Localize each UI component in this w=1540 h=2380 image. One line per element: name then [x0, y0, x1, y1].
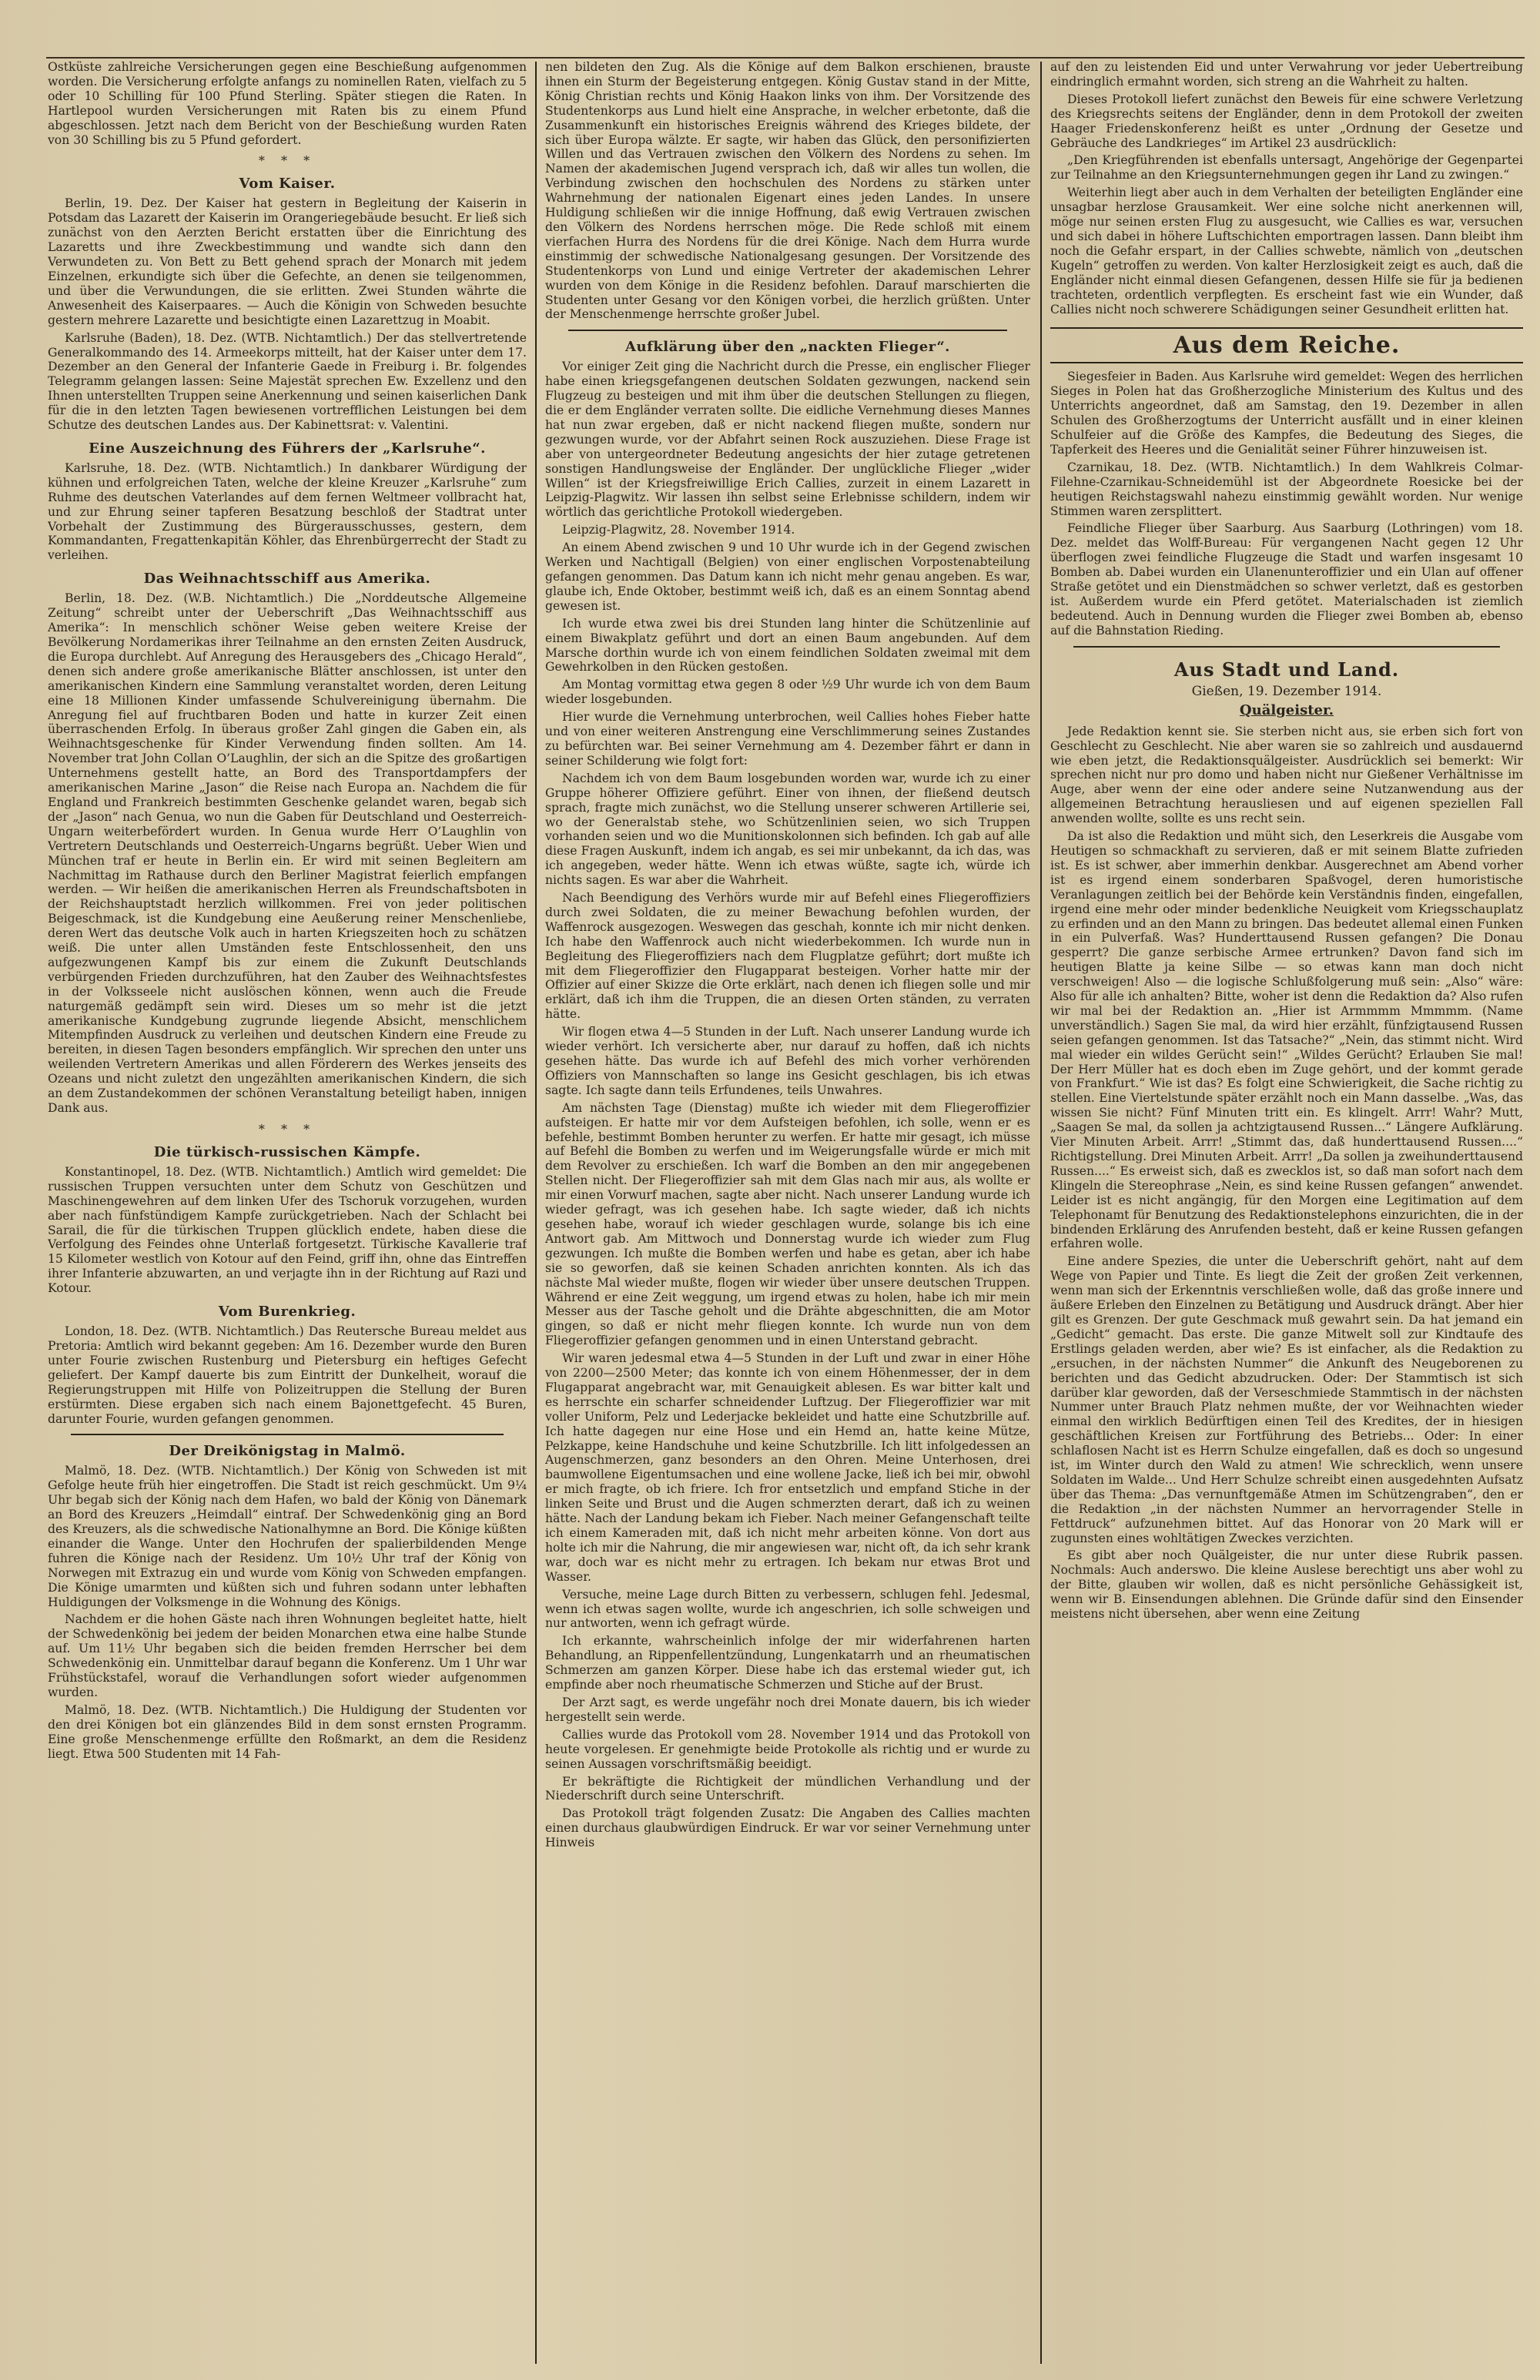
paragraph: Karlsruhe, 18. Dez. (WTB. Nichtamtlich.) In dankbarer Würdigung der kühnen und erfolgreichen Taten, welche der kleine Kreuzer „Karlsruhe“ zum Ruhme des deutschen Vaterlandes auf dem fernen Weltmeer vollbracht hat, und zur Ehrung seiner tapferen Besatzung beschloß der Stadtrat unter Vorbehalt der Zustimmung des Bürgerausschusses, gestern, dem Kommandanten, Fregattenkapitän Köhler, das Ehrenbürgerrecht der Stadt zu verleihen. — [48, 460, 527, 563]
article-heading: Das Weihnachtsschiff aus Amerika. — [143, 571, 431, 587]
paragraph: Weiterhin liegt aber auch in dem Verhalten der beteiligten Engländer eine unsagbar herzlose Grausamkeit. Wer eine solche nicht anerkennen will, möge nur seinen ersten Flug zu ausgesucht, wie Callies es war, versuchen und sich dabei in höhere Luftschichten emportragen lassen. Dann bleibt ihm noch die Gefahr erspart, in der Callies schwebte, nämlich von „deutschen Kugeln“ getroffen zu werden. Von kalter Herzlosigkeit zeigt es auch, daß die Engländer nicht einmal diesen Gefangenen, dessen Hilfe sie für ja bedienen trachteten, ordentlich verpflegten. Es erscheint fast wie ein Wunder, daß Callies nicht noch schwerere Schädigungen seiner Gesundheit erlitten hat. — [1050, 186, 1523, 316]
paragraph: Versuche, meine Lage durch Bitten zu verbessern, schlugen fehl. Jedesmal, wenn ich etwas sagen wollte, wurde ich angeschrien, ich solle schweigen und nur antworten, wenn ich gefragt würde. — [545, 1587, 1030, 1631]
paragraph: Ich wurde etwa zwei bis drei Stunden lang hinter die Schützenlinie auf einem Biwakplatz geführt und dort an einen Baum angebunden. Auf dem Marsche dorthin wurde ich von einem feindlichen Soldaten zweimal mit dem Gewehrkolben in den Rücken gestoßen. — [545, 616, 1030, 675]
separator-rule — [71, 1434, 504, 1435]
column-3 — [1050, 60, 1523, 2362]
paragraph: Czarnikau, 18. Dez. (WTB. Nichtamtlich.) In dem Wahlkreis Colmar-Filehne-Czarnikau-Schneidemühl ist der Abgeordnete Roesicke bei der heutigen Reichstagswahl nahezu einstimmig gewählt worden. Nur wenige Stimmen waren zersplittert. — [1050, 460, 1523, 518]
paragraph: nen bildeten den Zug. Als die Könige auf dem Balkon erschienen, brauste ihnen ein Sturm der Begeisterung entgegen. König Gustav stand in der Mitte, König Christian rechts und König Haakon links von ihm. Der Vorsitzende des Studentenkorps aus Lund hielt eine Ansprache, in welcher erbetonte, daß die Zusammenkunft ein historisches Ereignis während des Krieges bildete, der sich über Europa wälzte. Er sagte, wir haben das Glück, den personifizierten Willen und das Vertrauen zwischen den Völkern des Nordens zu sehen. Im Namen der akademischen Jugend versprach ich, daß wir alles tun wollen, die Verbindung zwischen den hochschulen des Nordens zu stärken unter Wahrnehmung der nationalen Eigenart eines jeden Landes. In unsere Huldigung schließen wir die innige Hoffnung, daß ewig Vertrauen zwischen den Völkern des Nordens herrschen möge. Die Rede schloß mit einem vierfachen Hurra des Nordens für die drei Könige. Nach dem Hurra wurde einstimmig der schwedische Nationalgesang gesungen. Der Vorsitzende des Studentenkorps von Lund und einige Vertreter der akademischen Lehrer wurden von dem Könige in die Residenz befohlen. Darauf marschierten die Studenten unter Gesang vor den Königen vorbei, die herzlich grüßten. Unter der Menschenmenge herrschte großer Jubel. — [545, 60, 1030, 322]
paragraph: Jede Redaktion kennt sie. Sie sterben nicht aus, sie erben sich fort von Geschlecht zu Geschlecht. Nie aber waren sie so zahlreich und ausdauernd wie eben jetzt, die Redaktionsquälgeister. Ausdrücklich sei bemerkt: Wir sprechen nicht nur pro domo und haben nicht nur Gießener Verhältnisse im Auge, aber wenn der eine oder andere seine Nutzanwendung aus der allgemeinen Betrachtung herausliesen und auf eigenen speziellen Fall anwenden wollte, sollte es uns recht sein. — [1050, 724, 1523, 826]
paragraph: Wir flogen etwa 4—5 Stunden in der Luft. Nach unserer Landung wurde ich wieder verhört. Ich versicherte aber, nur darauf zu hoffen, daß ich nichts gesehen hätte. Das wurde ich auf Befehl des mich vorher verhörenden Offiziers von Mannschaften so lange ins Gesicht geschlagen, bis ich etwas sagte. Ich sagte dann teils Erfundenes, teils Unwahres. — [545, 1025, 1030, 1097]
section-stars: * * * — [258, 153, 316, 169]
article-heading: Der Dreikönigstag in Malmö. — [169, 1443, 406, 1460]
separator-rule — [568, 330, 1007, 331]
paragraph: Siegesfeier in Baden. Aus Karlsruhe wird gemeldet: Wegen des herrlichen Sieges in Polen hat das Großherzogliche Ministerium des Kultus und des Unterrichts angeordnet, daß am Samstag, den 19. Dezember in allen Schulen des Großherzogtums der Unterricht ausfällt und in einer kleinen Schulfeier auf die Größe des Kampfes, die Bedeutung des Sieges, die Tapferkeit des Heeres und die Genialität seiner Führer hinzuweisen ist. — [1050, 370, 1523, 457]
article-heading: Eine Auszeichnung des Führers der „Karlsruhe“. — [89, 440, 486, 457]
paragraph: „Den Kriegführenden ist ebenfalls untersagt, Angehörige der Gegenpartei zur Teilnahme an den Kriegsunternehmungen gegen ihr Land zu zwingen.“ — [1050, 153, 1523, 182]
paragraph: Das Protokoll trägt folgenden Zusatz: Die Angaben des Callies machten einen durchaus glaubwürdigen Eindruck. Er war vor seiner Vernehmung unter Hinweis — [545, 1806, 1030, 1850]
paragraph: Konstantinopel, 18. Dez. (WTB. Nichtamtlich.) Amtlich wird gemeldet: Die russischen Truppen versuchten unter dem Schutz von Geschützen und Maschinengewehren auf dem linken Ufer des Tschoruk vorzugehen, wurden aber nach fünfstündigem Kampfe zurückgetrieben. Nach der Schlacht bei Sarail, die für die türkischen Truppen glücklich endete, haben diese die Verfolgung des Feindes ohne Unterlaß fortgesetzt. Türkische Kavallerie traf 15 Kilometer westlich von Kotour auf den Feind, griff ihn, ohne das Eintreffen ihrer Infanterie abzuwarten, an und verjagte ihn in der Richtung auf Razi und Kotour. — [48, 1164, 527, 1296]
paragraph: Leipzig-Plagwitz, 28. November 1914. — [562, 523, 795, 537]
column-1 — [48, 60, 527, 2362]
article-heading: Aufklärung über den „nackten Flieger“. — [625, 339, 950, 356]
paragraph: Feindliche Flieger über Saarburg. Aus Saarburg (Lothringen) vom 18. Dez. meldet das Wolff-Bureau: Für vergangenen Nacht gegen 12 Uhr überflogen zwei feindliche Flugzeuge die Stadt und warfen insgesamt 10 Bomben ab. Dabei wurden ein Ulanenunteroffizier und ein Ulan auf offener Straße getötet und ein Dienstmädchen so schwer verletzt, daß es gestorben ist. Außerdem wurde ein Pferd getötet. Materialschaden ist ziemlich bedeutend. Auch in Dennung wurden die Flieger zwei Bomben ab, ebenso auf die Bahnstation Rieding. — [1050, 521, 1523, 638]
paragraph: Hier wurde die Vernehmung unterbrochen, weil Callies hohes Fieber hatte und von einer weiteren Anstrengung eine Verschlimmerung seines Zustandes zu befürchten war. Bei seiner Vernehmung am 4. Dezember fährt er dann in seiner Schilderung wie folgt fort: — [545, 710, 1030, 768]
article-heading: Vom Burenkrieg. — [218, 1304, 357, 1321]
dateline: Gießen, 19. Dezember 1914. — [1191, 683, 1382, 699]
paragraph: An einem Abend zwischen 9 und 10 Uhr wurde ich in der Gegend zwischen Werken und Nachtigall (Belgien) von einer englischen Vorpostenabteilung gefangen genommen. Das Datum kann ich nicht mehr genau angeben. Es war, glaube ich, Ende Oktober, bestimmt weiß ich, daß es an einem Sonntag abend gewesen ist. — [545, 541, 1030, 613]
paragraph: Malmö, 18. Dez. (WTB. Nichtamtlich.) Die Huldigung der Studenten vor den drei Königen bot ein glänzendes Bild in dem sonst ernsten Programm. Eine große Menschenmenge erfüllte den Roßmarkt, an dem die Residenz liegt. Etwa 500 Studenten mit 14 Fah- — [48, 1702, 527, 1761]
paragraph: Dieses Protokoll liefert zunächst den Beweis für eine schwere Verletzung des Kriegsrechts seitens der Engländer, denn in dem Protokoll der zweiten Haager Friedenskonferenz heißt es unter „Ordnung der Gesetze und Gebräuche des Landkrieges“ im Artikel 23 ausdrücklich: — [1050, 92, 1523, 150]
paragraph: Karlsruhe (Baden), 18. Dez. (WTB. Nichtamtlich.) Der das stellvertretende Generalkommando des 14. Armeekorps mitteilt, hat der Kaiser unter dem 17. Dezember an den General der Infanterie Gaede in Freiburg i. Br. folgendes Telegramm gelangen lassen: Seine Majestät sprechen Ew. Exzellenz und den Ihnen unterstellten Truppen seine Anerkennung und seinen kaiserlichen Dank für die in den letzten Tagen bewiesenen vortrefflichen Leistungen bei dem Schutze des deutschen Landes aus. Der Kabinettsrat: v. Valentini. — [48, 330, 527, 433]
paragraph: Vor einiger Zeit ging die Nachricht durch die Presse, ein englischer Flieger habe einen kriegsgefangenen deutschen Soldaten gezwungen, nackend sein Flugzeug zu besteigen und mit ihm über die deutschen Stellungen zu fliegen, die er dem Engländer verraten sollte. Die eidliche Vernehmung dieses Mannes hat nun zwar ergeben, daß er nicht nackend fliegen mußte, sondern nur gezwungen wurde, vor der Abfahrt seinen Rock auszuziehen. Diese Frage ist aber von untergeordneter Bedeutung angesichts der hier zutage getretenen sonstigen Handlungsweise der Engländer. Der unglückliche Flieger „wider Willen“ ist der Kriegsfreiwillige Erich Callies, zurzeit in einem Lazarett in Leipzig-Plagwitz. Wir lassen ihn selbst seine Erlebnisse schildern, indem wir wörtlich das gerichtliche Protokoll wiedergeben. — [545, 360, 1030, 520]
paragraph: Er bekräftigte die Richtigkeit der mündlichen Verhandlung und der Niederschrift durch seine Unterschrift. — [545, 1774, 1030, 1803]
paragraph: Der Arzt sagt, es werde ungefähr noch drei Monate dauern, bis ich wieder hergestellt sein werde. — [545, 1695, 1030, 1724]
section-heading: Aus dem Reiche. — [1050, 327, 1523, 363]
paragraph: Es gibt aber noch Quälgeister, die nur unter diese Rubrik passen. Nochmals: Auch anderswo. Die kleine Auslese berechtigt uns aber wohl zu der Bitte, glauben wir wollen, daß es nicht persönliche Gehässigkeit ist, wenn wir B. Einsendungen ablehnen. Die Gründe dafür sind den Einsender meistens nicht übersehen, aber wenn eine Zeitung — [1050, 1548, 1523, 1622]
paragraph: Berlin, 19. Dez. Der Kaiser hat gestern in Begleitung der Kaiserin in Potsdam das Lazarett der Kaiserin im Orangeriegebäude besucht. Er ließ sich zunächst von den Aerzten Bericht erstatten über die Einrichtung des Lazaretts und ihre Zweckbestimmung und wandte sich dann den Verwundeten zu. Von Bett zu Bett gehend sprach der Monarch mit jedem Einzelnen, erkundigte sich über die Gefechte, an denen sie teilgenommen, und über die Verwundungen, die sie erlitten. Zwei Stunden währte die Anwesenheit des Kaiserpaares. — Auch die Königin von Schweden besuchte gestern mehrere Lazarette und besichtigte einen Lazarettzug in Moabit. — [48, 196, 527, 327]
section-heading: Aus Stadt und Land. — [1173, 658, 1400, 681]
article-heading: Vom Kaiser. — [239, 176, 336, 192]
paragraph: London, 18. Dez. (WTB. Nichtamtlich.) Das Reutersche Bureau meldet aus Pretoria: Amtlich wird bekannt gegeben: Am 16. Dezember wurde den Buren unter Fourie zwischen Rustenburg und Pietersburg ein heftiges Gefecht geliefert. Der Kampf dauerte bis zum Eintritt der Dunkelheit, worauf die Regierungstruppen mit Hilfe von Polizeitruppen die Stellung der Buren erstürmten. Diese ergaben sich nach einem Bajonettgefecht. 45 Buren, darunter Fourie, wurden gefangen genommen. — [48, 1324, 527, 1426]
column-rule — [535, 62, 537, 2364]
article-heading: Die türkisch-russischen Kämpfe. — [153, 1143, 421, 1160]
paragraph: Am nächsten Tage (Dienstag) mußte ich wieder mit dem Fliegeroffizier aufsteigen. Er hatte mir vor dem Aufsteigen befohlen, ich solle, wenn er es befehle, bestimmt Bomben herunter zu werfen. Er hatte mir gesagt, ich müsse auf Befehl die Bomben zu werfen und im Weigerungsfalle würde er mich mit dem Revolver zu erschießen. Ich warf die Bomben an den mir angegebenen Stellen nicht. Der Fliegeroffizier sah mit dem Glas nach mir aus, als wollte er mir einen Vorwurf machen, sagte aber nicht. Nach unserer Landung wurde ich wieder gefragt, was ich gesehen habe. Ich sagte wieder, daß ich nichts gesehen habe, worauf ich wieder geschlagen wurde, solange bis ich eine Antwort gab. Am Mittwoch und Donnerstag wurde ich wieder zum Flug gezwungen. Ich mußte die Bomben werfen und habe es getan, aber ich habe sie so geworfen, daß sie keinen Schaden anrichten konnten. Als ich das nächste Mal wieder mußte, flogen wir wieder über unsere deutschen Truppen. Während er eine Zeit weggung, um irgend etwas zu holen, habe ich mir mein Messer aus der Tasche geholt und die Drähte abgeschnitten, die am Motor gingen, so daß er nicht mehr fliegen konnte. Ich wurde nun von dem Fliegeroffizier gefangen genommen und in einen Unterstand gebracht. — [545, 1100, 1030, 1348]
paragraph: Nachdem ich von dem Baum losgebunden worden war, wurde ich zu einer Gruppe höherer Offiziere geführt. Einer von ihnen, der fließend deutsch sprach, fragte mich zunächst, wo die Stellung unserer schweren Artillerie sei, wo der Generalstab stehe, wo Schützenlinien seien, wo sich Truppen vorhanden seien und wo die Munitionskolonnen sich befinden. Ich gab auf alle diese Fragen Auskunft, indem ich angab, es sei mir unbekannt, da ich das, was ich angegeben, weder hätte. Wenn ich etwas wüßte, sagte ich, würde ich nichts sagen. Es war aber die Wahrheit. — [545, 771, 1030, 888]
article-heading: Quälgeister. — [1239, 701, 1334, 718]
column-2 — [545, 60, 1030, 2362]
column-rule — [1040, 62, 1042, 2364]
paragraph: Wir waren jedesmal etwa 4—5 Stunden in der Luft und zwar in einer Höhe von 2200—2500 Meter; das konnte ich von einem Höhenmesser, der in dem Flugapparat angebracht war, mit Genauigkeit ablesen. Es war bitter kalt und es herrschte ein scharfer schneidender Luftzug. Der Fliegeroffizier war mit voller Uniform, Pelz und Lederjacke bekleidet und hatte eine Schutzbrille auf. Ich hatte dagegen nur eine Hose und ein Hemd an, hatte keine Mütze, Pelzkappe, keine Handschuhe und keine Schutzbrille. Ich litt infolgedessen an Augenschmerzen, ganz besonders an den Ohren. Meine Unterhosen, drei baumwollene Eigentumsachen und eine wollene Jacke, ließ ich bei mir, obwohl er mich fragte, ob ich friere. Ich fror entsetzlich und empfand Stiche in der linken Seite und Brust und die Augen schmerzten derart, daß ich zu weinen hätte. Nach der Landung bekam ich Fieber. Nach meiner Gefangenschaft teilte ich einem Kameraden mit, daß ich nicht mehr arbeiten könne. Von dort aus holte ich mir die Nahrung, die mir angewiesen war, nicht oft, da ich sehr krank war, doch war es nicht mehr zu ertragen. Ich bekam nur etwas Brot und Wasser. — [545, 1351, 1030, 1584]
paragraph: Berlin, 18. Dez. (W.B. Nichtamtlich.) Die „Norddeutsche Allgemeine Zeitung“ schreibt unter der Ueberschrift „Das Weihnachtsschiff aus Amerika“: In menschlich schöner Weise geben weitere Kreise der Bevölkerung Nordamerikas ihrer Teilnahme an den ernsten Zeiten Ausdruck, die Europa durchlebt. Auf Anregung des Herausgebers des „Chicago Herald“, denen sich andere große amerikanische Blätter anschlossen, ist unter den amerikanischen Kindern eine Sammlung veranstaltet worden, deren Leitung eine 18 Millionen Kinder umfassende Schulvereinigung übernahm. Die Anregung fiel auf fruchtbaren Boden und hatte in kurzer Zeit einen überraschenden Erfolg. In überaus großer Zahl gingen die Gaben ein, als Weihnachtsgeschenke für Kinder Verwendung finden sollten. Am 14. November trat John Collan O’Laughlin, der sich an die Spitze des großartigen Unternehmens gestellt hatte, an Bord des Transportdampfers der amerikanischen Marine „Jason“ die Reise nach Europa an. Nachdem die für England und Frankreich bestimmten Geschenke gelandet waren, begab sich der „Jason“ nach Genua, wo nun die Gaben für Deutschland und Oesterreich-Ungarn weiterbefördert wurden. In Genua wurde Herr O’Laughlin von Vertretern Deutschlands und Oesterreich-Ungarns begrüßt. Ueber Wien und München traf er heute in Berlin ein. Er wird mit seinen Begleitern am Nachmittag im Rathause durch den Berliner Magistrat feierlich empfangen werden. — Wir heißen die amerikanischen Herren als Freundschaftsboten in der Reichshauptstadt herzlich willkommen. Frei von jeder politischen Beigeschmack, ist die Kundgebung eine Aeußerung reiner Menschenliebe, deren Wert das deutsche Volk auch in harten Kriegszeiten hoch zu schätzen weiß. Die unter allen Umständen feste Entschlossenheit, den uns aufgezwungenen Kampf bis zur einem die Zukunft Deutschlands verbürgenden Frieden durchzuführen, hat den Zauber des Weihnachtsfestes in der Volksseele nicht auslöschen können, wenn auch die Freude naturgemäß gedämpft sein wird. Dieses um so mehr ist die jetzt amerikanische Kundgebung zugrunde liegende Absicht, menschlichem Mitempfinden Ausdruck zu verleihen und deutschen Kindern eine Freude zu bereiten, in diesen Tagen besonders empfänglich. Wir sprechen den unter uns weilenden Vertretern Amerikas und allen Förderern des Werkes jenseits des Ozeans und nicht zuletzt den ungezählten amerikanischen Kindern, die sich an dem Zustandekommen der schönen Veranstaltung beteiligt haben, innigen Dank aus. — [48, 591, 527, 1115]
section-stars: * * * — [258, 1121, 316, 1136]
paragraph: Malmö, 18. Dez. (WTB. Nichtamtlich.) Der König von Schweden ist mit Gefolge heute früh hier eingetroffen. Die Stadt ist reich geschmückt. Um 9¼ Uhr begab sich der König nach dem Hafen, wo bald der König von Dänemark an Bord des Kreuzers „Heimdall“ eintraf. Der Schwedenkönig ging an Bord des Kreuzers, als die schwedische Nationalhymne an Bord. Die Könige küßten einander die Wange. Unter den Hochrufen der spalierbildenden Menge fuhren die Könige nach der Residenz. Um 10½ Uhr traf der König von Norwegen mit Extrazug ein und wurde vom König von Schweden empfangen. Die Könige umarmten und küßten sich und fuhren sodann unter lebhaften Huldigungen der Volksmenge in die Wohnung des Königs. — [48, 1464, 527, 1609]
paragraph: Callies wurde das Protokoll vom 28. November 1914 und das Protokoll von heute vorgelesen. Er genehmigte beide Protokolle als richtig und er wurde zu seinen Aussagen vorschriftsmäßig beeidigt. — [545, 1727, 1030, 1771]
paragraph: Nach Beendigung des Verhörs wurde mir auf Befehl eines Fliegeroffiziers durch zwei Soldaten, die zu meiner Bewachung befohlen wurden, der Waffenrock ausgezogen. Weswegen das geschah, konnte ich mir nicht denken. Ich habe den Waffenrock auch nicht wiederbekommen. Ich wurde nun in Begleitung des Fliegeroffiziers nach dem Flugplatze geführt; dort mußte ich mit dem Fliegeroffizier den Flugapparat besteigen. Vorher hatte mir der Offizier auf einer Skizze die Orte erklärt, nach denen ich fliegen solle und mir erklärt, daß ich ihm die Truppen, die an diesen Orten ständen, zu verraten hätte. — [545, 891, 1030, 1022]
paragraph: Da ist also die Redaktion und müht sich, den Leserkreis die Ausgabe vom Heutigen so schmackhaft zu servieren, daß er mit seinem Blatte zufrieden ist. Es ist schwer, aber immerhin denkbar. Ausgerechnet am Abend vorher ist es irgend einem sonderbaren Spaßvogel, deren humoristische Veranlagungen zeitlich bei der Behörde kein Verständnis finden, eingefallen, irgend eine mehr oder minder bedenkliche Neuigkeit vom Kriegsschauplatz zu erfinden und an den Mann zu bringen. Das bedeutet allemal einen Funken in ein Pulverfaß. Was? Hunderttausend Russen gefangen? Die Donau gesperrt? Die ganze serbische Armee ertrunken? Davon fand sich im heutigen Blatte ja keine Silbe — so etwas kann man doch nicht verschweigen! Also — die logische Schlußfolgerung muß sein: „Also“ wäre: Also für alle ich anhalten? Bitte, woher ist denn die Redaktion da? Also rufen wir mal bei der Redaktion an. „Hier ist Armmmm Mmmmm. (Name unverständlich.) Sagen Sie mal, da wird hier erzählt, fünfzigtausend Russen seien gefangen genommen. Ist das Tatsache?“ „Nein, das stimmt nicht. Wird mal wieder ein wildes Gerücht sein!“ „Wildes Gerücht? Erlauben Sie mal! Der Herr Müller hat es doch eben im Zuge gehört, und der kommt gerade von Frankfurt.“ Wie ist das? Es folgt eine Schwierigkeit, die Sache richtig zu stellen. Eine Viertelstunde später erzählt noch ein Mann dasselbe. „Was, das wissen Sie nicht? Fünf Minuten tritt ein. Es klingelt. Arrr! Wahr? Mutt, „Saagen Se mal, da sollen ja achtzigtausend Russen...“ Längere Aufklärung. Vier Minuten Arbeit. Arrr! „Stimmt das, daß hunderttausend Russen....“ Richtigstellung. Drei Minuten Arbeit. Arrr! „Da sollen ja zweihunderttausend Russen....“ Es erweist sich, daß es zwecklos ist, so daß man sofort nach dem Klingeln die Stereophrase „Nein, es sind keine Russen gefangen“ anwendet. Leider ist es nicht angängig, für den Morgen eine Legitimation auf dem Telephonamt für Benutzung des Redaktionstelephons einzurichten, die in der bindenden Erklärung des Anrufenden besteht, daß er keine Russen gefangen erfahren wolle. — [1050, 829, 1523, 1251]
paragraph: Am Montag vormittag etwa gegen 8 oder ½9 Uhr wurde ich von dem Baum wieder losgebunden. — [545, 678, 1030, 707]
top-rule — [46, 57, 1525, 59]
paragraph: Nachdem er die hohen Gäste nach ihren Wohnungen begleitet hatte, hielt der Schwedenkönig bei jedem der beiden Monarchen etwa eine halbe Stunde auf. Um 11½ Uhr begaben sich die beiden fremden Herrscher bei dem Schwedenkönig ein. Unmittelbar darauf begann die Konferenz. Um 1 Uhr war Frühstückstafel, worauf die Verhandlungen sofort wieder aufgenommen wurden. — [48, 1612, 527, 1699]
paragraph: Eine andere Spezies, die unter die Ueberschrift gehört, naht auf dem Wege von Papier und Tinte. Es liegt die Zeit der großen Zeit verkennen, wenn man sich der Erkenntnis verschließen wolle, daß das große innere und äußere Erleben den Einzelnen zu Betätigung und Ausdruck drängt. Aber hier gilt es Grenzen. Der gute Geschmack muß gewahrt sein. Da hat jemand ein „Gedicht“ gemacht. Das erste. Die ganze Mitwelt soll zur Kindtaufe des Erstlings geladen werden, aber wie? Es ist einfacher, als die Redaktion zu „ersuchen, in der nächsten Nummer“ die Ankunft des Neugeborenen zu berichten und das Gedicht abzudrucken. Oder: Der Stammtisch ist sich darüber klar geworden, daß der Verseschmiede Stammtisch in der nächsten Nummer unter Brauch Platz nehmen mußte, der vor Weihnachten wieder einmal den wirklich Bedürftigen einen Teil des Kredites, der in hiesigen geschäftlichen Kreisen zur Fortführung des Betriebs... Oder: In einer schlaflosen Nacht ist es Herrn Schulze eingefallen, daß es doch so ungesund ist, im Winter durch den Wald zu atmen! Wie schrecklich, wenn unsere Soldaten im Walde... Und Herr Schulze schreibt einen ausgedehnten Aufsatz über das Thema: „Das vernunftgemäße Atmen im Schützengraben“, den er die Redaktion „in der nächsten Nummer an hervorragender Stelle in Fettdruck“ aufzunehmen bittet. Auf das Honorar von 20 Mark will er zugunsten eines wohltätigen Zweckes verzichten. — [1050, 1254, 1523, 1545]
paragraph: auf den zu leistenden Eid und unter Verwahrung vor jeder Uebertreibung eindringlich ermahnt worden, sich streng an die Wahrheit zu halten. — [1050, 60, 1523, 89]
separator-rule — [1073, 646, 1500, 648]
paragraph: Ich erkannte, wahrscheinlich infolge der mir widerfahrenen harten Behandlung, an Rippenfellentzündung, Lungenkatarrh und an rheumatischen Schmerzen am ganzen Körper. Diese habe ich das erstemal wieder gut, ich empfinde aber noch rheumatische Schmerzen und Stiche auf der Brust. — [545, 1634, 1030, 1692]
paragraph: Ostküste zahlreiche Versicherungen gegen eine Beschießung aufgenommen worden. Die Versicherung erfolgte anfangs zu nominellen Raten, vielfach zu 5 oder 10 Schilling für 100 Pfund Sterling. Später stiegen die Raten. In Hartlepool wurden Versicherungen mit Raten bis zu einem Pfund abgeschlossen. Jetzt nach dem Bericht von der Beschießung wurden Raten von 30 Schilling bis zu 5 Pfund gefordert. — [48, 60, 527, 147]
